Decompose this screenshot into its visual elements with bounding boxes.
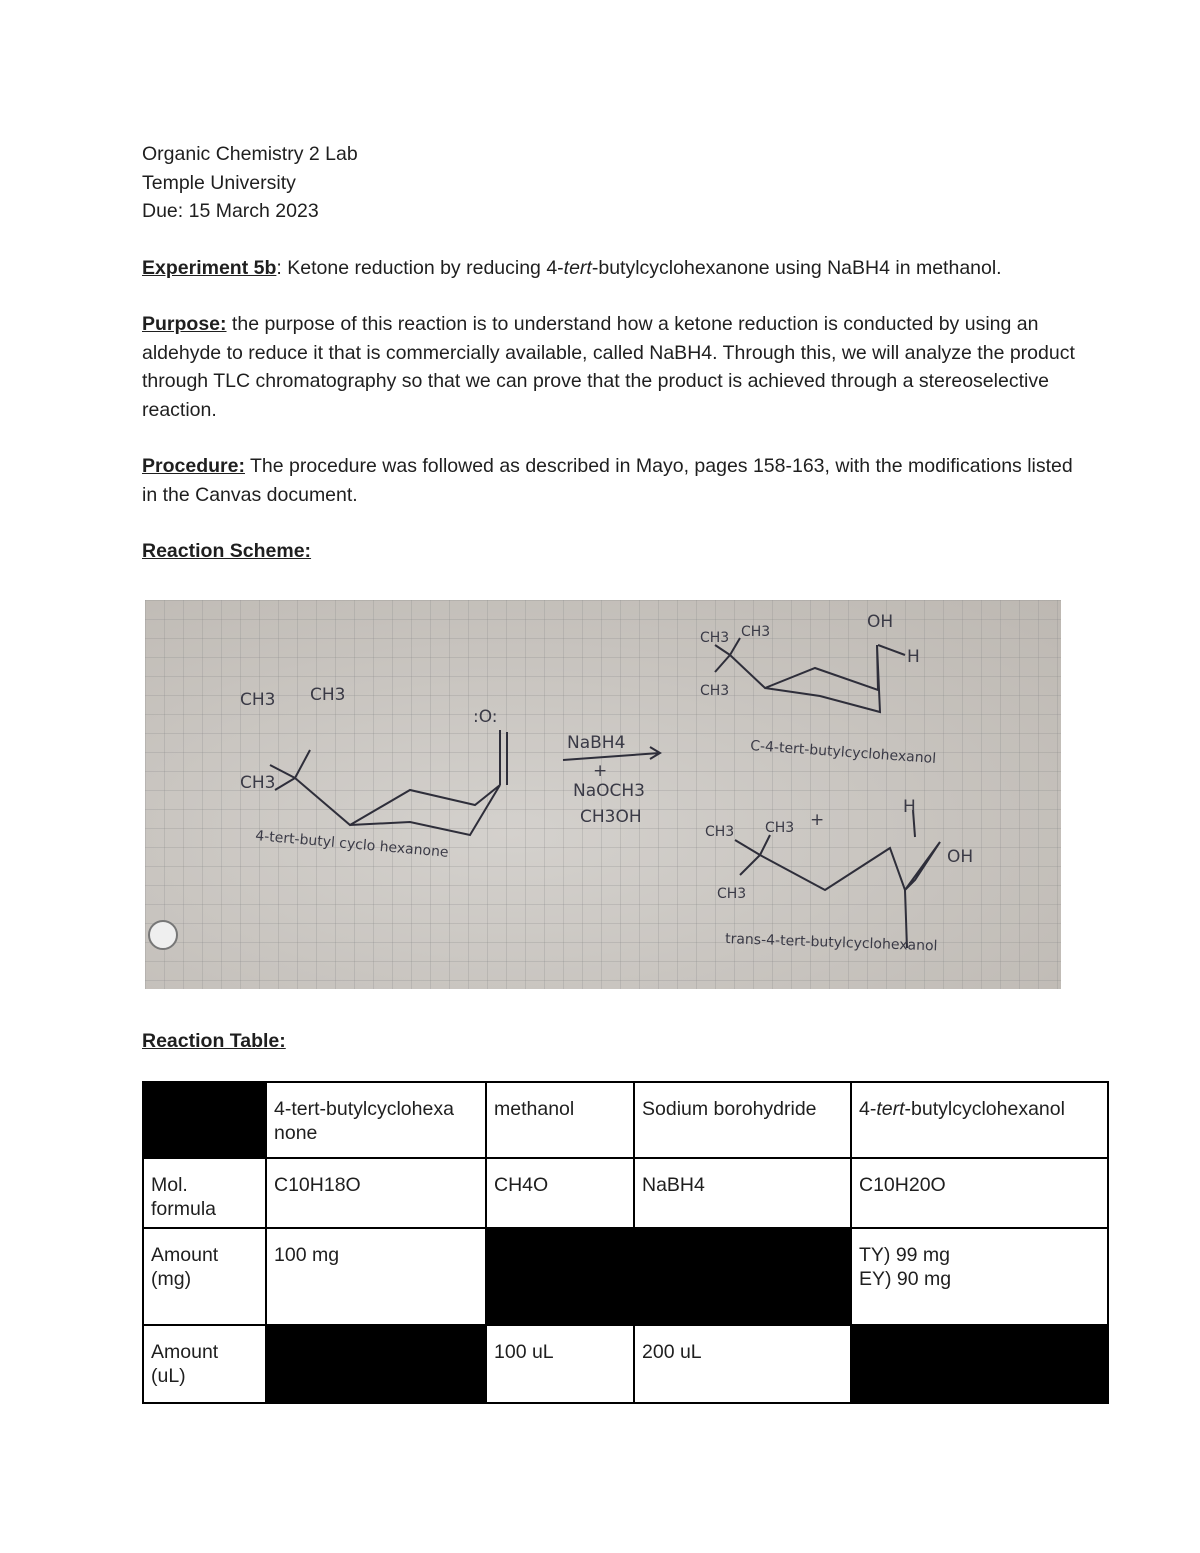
experiment-label: Experiment 5b	[142, 256, 277, 279]
experiment-text-pre: Ketone reduction by reducing 4-	[287, 256, 564, 279]
header-cell: Sodium borohydride	[634, 1082, 851, 1158]
purpose-section	[142, 310, 1077, 424]
row-label-cell: Amount (uL)	[143, 1325, 266, 1403]
table-cell: NaBH4	[634, 1158, 851, 1228]
school-name: Temple University	[142, 171, 296, 194]
header-cell: 4-tert-butylcyclohexa none	[266, 1082, 486, 1158]
header-c4-post: -butylcyclohexanol	[904, 1098, 1065, 1120]
table-row	[143, 1325, 1108, 1403]
table-cell-blacked	[851, 1325, 1108, 1403]
experiment-paragraph	[142, 254, 1077, 283]
reagent-plus: +	[593, 761, 608, 781]
procedure-label: Procedure:	[142, 455, 245, 477]
handwritten-scheme	[145, 600, 1061, 989]
reaction-table	[142, 1081, 1109, 1404]
cis-product-structure	[715, 638, 905, 712]
theoretical-yield: TY) 99 mg	[859, 1244, 951, 1266]
table-cell: C10H20O	[851, 1158, 1108, 1228]
experiment-sep: :	[276, 256, 288, 279]
reagent-naoch3: NaOCH3	[573, 781, 645, 801]
reactant-structure	[270, 730, 507, 835]
purpose-label: Purpose:	[142, 313, 227, 335]
header-c4-pre: 4-	[859, 1098, 877, 1120]
reagent-nabh4: NaBH4	[567, 733, 626, 753]
row-label-cell: Amount (mg)	[143, 1228, 266, 1325]
table-cell: CH4O	[486, 1158, 634, 1228]
trans-product-name: trans-4-tert-butylcyclohexanol	[724, 931, 938, 955]
trans-ch3-a: CH3	[705, 824, 735, 840]
reagent-ch3oh: CH3OH	[580, 807, 642, 827]
header-cell	[851, 1082, 1108, 1158]
cis-ch3-c: CH3	[700, 683, 730, 699]
reaction-scheme-label: Reaction Scheme:	[142, 540, 312, 562]
row-label-cell: Mol. formula	[143, 1158, 266, 1228]
cis-oh: OH	[867, 612, 894, 632]
table-row	[143, 1082, 1108, 1158]
trans-oh: OH	[947, 847, 974, 867]
table-cell-blacked	[486, 1228, 634, 1325]
procedure-section	[142, 452, 1077, 509]
cis-ch3-a: CH3	[700, 630, 730, 646]
experimental-yield: EY) 90 mg	[859, 1268, 952, 1290]
hole-punch	[149, 921, 177, 949]
reaction-scheme-photo	[145, 600, 1061, 989]
reactant-oxygen: :O:	[473, 707, 498, 727]
trans-ch3-c: CH3	[717, 886, 747, 902]
table-cell: 100 mg	[266, 1228, 486, 1325]
purpose-paragraph	[142, 310, 1077, 424]
cis-h: H	[907, 647, 920, 667]
procedure-paragraph	[142, 452, 1077, 509]
header-cell: methanol	[486, 1082, 634, 1158]
table-cell-blacked	[634, 1228, 851, 1325]
document-body	[142, 140, 1077, 566]
cis-product-name: C-4-tert-butylcyclohexanol	[749, 738, 937, 767]
experiment-text-italic: tert	[563, 256, 592, 279]
product-plus: +	[810, 810, 825, 830]
reactant-name: 4-tert-butyl cyclo hexanone	[254, 828, 450, 861]
table-cell: 200 uL	[634, 1325, 851, 1403]
table-cell: 100 uL	[486, 1325, 634, 1403]
table-row	[143, 1228, 1108, 1325]
header-block	[142, 140, 1077, 226]
table-corner-cell	[143, 1082, 266, 1158]
experiment-section	[142, 254, 1077, 283]
reactant-ch3-c: CH3	[240, 773, 276, 793]
table-row	[143, 1158, 1108, 1228]
reactant-ch3-a: CH3	[240, 690, 276, 710]
reaction-table-label: Reaction Table:	[142, 1030, 286, 1052]
cis-ch3-b: CH3	[741, 624, 771, 640]
course-title: Organic Chemistry 2 Lab	[142, 143, 358, 165]
trans-h: H	[903, 797, 916, 817]
purpose-text: the purpose of this reaction is to understand how a ketone reduction is conducted by using an aldehyde to reduce it that is commercially available, called NaBH4. Through this, we will analyze the product through TLC chromatography so that we can prove that the product is achieved through a stereoselective reaction.	[142, 313, 1075, 421]
header-c4-italic: tert	[876, 1098, 905, 1120]
table-cell: C10H18O	[266, 1158, 486, 1228]
due-date: Due: 15 March 2023	[142, 200, 319, 222]
procedure-text: The procedure was followed as described in Mayo, pages 158-163, with the modifications listed in the Canvas document.	[142, 455, 1073, 506]
table-cell	[851, 1228, 1108, 1325]
experiment-text-post: -butylcyclohexanone using NaBH4 in methanol.	[591, 256, 1002, 279]
reactant-ch3-b: CH3	[310, 685, 346, 705]
trans-ch3-b: CH3	[765, 820, 795, 836]
table-cell-blacked	[266, 1325, 486, 1403]
